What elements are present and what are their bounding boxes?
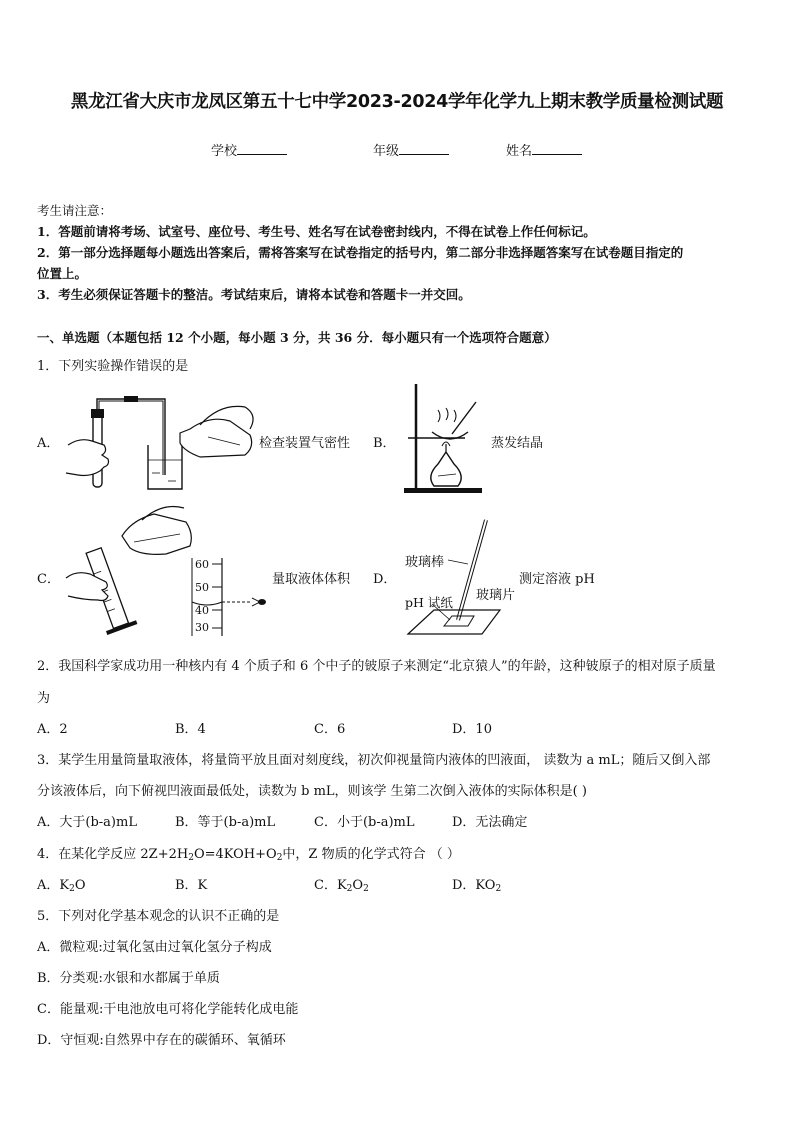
q4-option-b: B．K — [175, 878, 208, 893]
q1-b-letter: B． — [373, 436, 396, 451]
q2-stem-line1: 2．我国科学家成功用一种核内有 4 个质子和 6 个中子的铍原子来测定“北京猿人”的年龄，这种铍原子的相对原子质量 — [37, 659, 716, 674]
q3-stem-line2: 分该液体后，向下俯视凹液面最低处，读数为 b mL，则该学 生第二次倒入液体的实际体积是( ) — [37, 784, 587, 799]
glass-rod-label: 玻璃棒 — [405, 555, 445, 570]
q3-option-a: A．大于(b-a)mL — [37, 815, 137, 830]
q1-b-label: 蒸发结晶 — [491, 436, 544, 451]
q1-a-label: 检查装置气密性 — [259, 436, 351, 451]
page-title: 黑龙江省大庆市龙凤区第五十七中学2023-2024学年化学九上期末教学质量检测试题 — [70, 92, 724, 112]
notice-heading: 考生请注意： — [37, 203, 113, 218]
q4-stem: 4．在某化学反应 $2Z+2H_2O=4KOH+O_2$中，Z 物质的化学式符合 （ ） — [37, 847, 460, 863]
q2-stem-line2: 为 — [37, 691, 51, 706]
q2-option-d: D．10 — [452, 722, 492, 737]
q5-option-b: B．分类观:水银和水都属于单质 — [37, 971, 220, 986]
q2-option-a: A．2 — [37, 722, 68, 737]
q5-stem: 5．下列对化学基本观念的认识不正确的是 — [37, 909, 280, 924]
q3-option-d: D．无法确定 — [452, 815, 528, 830]
evaporation-figure — [400, 380, 490, 498]
q1-stem: 1．下列实验操作错误的是 — [37, 359, 189, 374]
notice-item-1: 1．答题前请将考场、试室号、座位号、考生号、姓名写在试卷密封线内，不得在试卷上作任何标记。 — [37, 224, 596, 239]
name-label: 姓名 — [506, 144, 533, 159]
q5-option-d: D．守恒观:自然界中存在的碳循环、氧循环 — [37, 1033, 286, 1048]
name-field — [506, 140, 582, 159]
tick-30: 30 — [195, 621, 209, 634]
q3-option-b: B．等于(b-a)mL — [175, 815, 276, 830]
airtight-check-figure — [60, 385, 260, 495]
q1-a-letter: A． — [37, 436, 60, 451]
tick-50: 50 — [195, 581, 209, 594]
q1-d-letter: D． — [373, 572, 397, 587]
q2-option-b: B．4 — [175, 722, 206, 737]
grade-field — [373, 140, 449, 159]
q5-option-a: A．微粒观:过氧化氢由过氧化氢分子构成 — [37, 940, 272, 955]
tick-60: 60 — [195, 558, 209, 571]
notice-item-2: 2．第一部分选择题每小题选出答案后，需将答案写在试卷指定的括号内，第二部分非选择题答案写在试卷题目指定的 — [37, 245, 684, 260]
measuring-cylinder-figure — [62, 500, 202, 640]
tick-40: 40 — [195, 604, 209, 617]
grade-blank — [399, 142, 449, 155]
section-heading: 一、单选题（本题包括 12 个小题，每小题 3 分，共 36 分．每小题只有一个选项符合题意） — [37, 330, 557, 345]
grade-label: 年级 — [373, 144, 400, 159]
ph-test-figure — [404, 516, 504, 640]
notice-item-2-cont: 位置上。 — [37, 266, 88, 281]
school-blank — [237, 142, 287, 155]
q5-option-c: C．能量观:干电池放电可将化学能转化成电能 — [37, 1002, 299, 1017]
q4-option-d: D．$KO_2$ — [452, 878, 502, 894]
q2-option-c: C．6 — [314, 722, 346, 737]
q1-c-letter: C． — [37, 572, 60, 587]
school-label: 学校 — [211, 144, 238, 159]
q4-option-a: A．$K_2O$ — [37, 878, 86, 894]
glass-plate-label: 玻璃片 — [476, 588, 516, 603]
q1-c-label: 量取液体体积 — [272, 572, 351, 587]
school-field — [211, 140, 287, 159]
q3-option-c: C．小于(b-a)mL — [314, 815, 415, 830]
ph-paper-label: pH 试纸 — [405, 595, 453, 610]
q3-stem-line1: 3．某学生用量筒量取液体，将量筒平放且面对刻度线，初次仰视量筒内液体的凹液面， 读数为 a mL；随后又倒入部 — [37, 753, 711, 768]
q1-d-label: 测定溶液 pH — [519, 572, 595, 587]
name-blank — [532, 142, 582, 155]
q4-option-c: C．$K_2O_2$ — [314, 878, 369, 894]
notice-item-3: 3．考生必须保证答题卡的整洁。考试结束后，请将本试卷和答题卡一并交回。 — [37, 287, 471, 302]
